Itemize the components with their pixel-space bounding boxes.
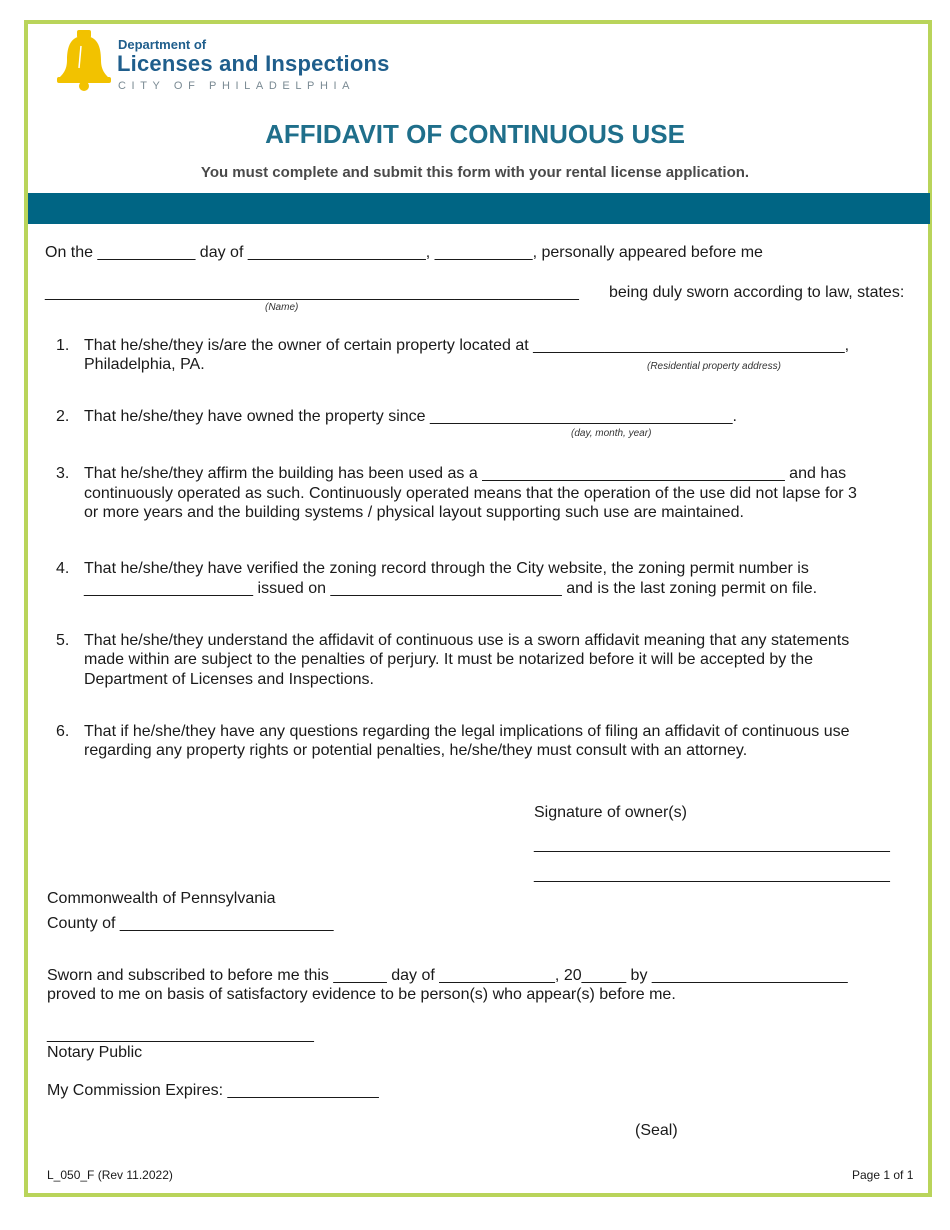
commonwealth-label: Commonwealth of Pennsylvania (47, 890, 276, 907)
signature-line-2[interactable]: ________________________________________ (534, 866, 890, 883)
page-subtitle: You must complete and submit this form with your rental license application. (200, 164, 750, 181)
form-id: L_050_F (Rev 11.2022) (47, 1168, 173, 1182)
item-5-text-2: made within are subject to the penalties of perjury. It must be notarized before it will be accepted by the (84, 651, 813, 668)
item-3-text-2: continuously operated as such. Continuously operated means that the operation of the use did not lapse for 3 (84, 485, 857, 502)
item-number: 5. (56, 632, 70, 649)
item-1-text[interactable]: That he/she/they is/are the owner of certain property located at ___________________________________, (84, 337, 850, 354)
item-5-text: That he/she/they understand the affidavit of continuous use is a sworn affidavit meaning that any statements (84, 632, 850, 649)
page-number: Page 1 of 1 (852, 1168, 914, 1182)
department-name: Licenses and Inspections (117, 51, 390, 76)
city-label: CITY OF PHILADELPHIA (118, 80, 356, 92)
department-label: Department of (118, 37, 207, 52)
notary-public-label: Notary Public (47, 1044, 143, 1061)
seal-label: (Seal) (635, 1122, 678, 1139)
item-4-text-2[interactable]: ___________________ issued on __________________________ and is the last zoning permit on file. (84, 580, 818, 597)
address-caption: (Residential property address) (647, 361, 781, 372)
intro-line-1[interactable]: On the ___________ day of ____________________, ___________, personally appeared before me (45, 244, 763, 261)
intro-line-2-tail: being duly sworn according to law, states: (609, 284, 905, 301)
item-3-text-3: or more years and the building systems / physical layout supporting such use are maintained. (84, 504, 744, 521)
name-field[interactable]: ____________________________________________________________ (45, 284, 579, 301)
item-number: 2. (56, 408, 70, 425)
county-field[interactable]: County of ________________________ (47, 915, 334, 932)
item-number: 6. (56, 723, 70, 740)
sworn-line-1[interactable]: Sworn and subscribed to before me this ______ day of _____________, 20_____ by ______________________ (47, 967, 848, 984)
signature-line-1[interactable]: ________________________________________ (534, 836, 890, 853)
page-title: AFFIDAVIT OF CONTINUOUS USE (265, 119, 685, 149)
notary-signature-line[interactable]: ______________________________ (47, 1026, 314, 1043)
liberty-bell-logo-icon (57, 28, 111, 92)
item-6-text: That if he/she/they have any questions regarding the legal implications of filing an affidavit of continuous use (84, 723, 850, 740)
item-number: 4. (56, 560, 70, 577)
item-4-text: That he/she/they have verified the zoning record through the City website, the zoning permit number is (84, 560, 809, 577)
name-caption: (Name) (265, 302, 299, 313)
item-1-text-2: Philadelphia, PA. (84, 356, 205, 373)
item-number: 3. (56, 465, 70, 482)
item-6-text-2: regarding any property rights or potential penalties, he/she/they must consult with an attorney. (84, 742, 748, 759)
item-5-text-3: Department of Licenses and Inspections. (84, 671, 374, 688)
item-2-text[interactable]: That he/she/they have owned the property since __________________________________. (84, 408, 737, 425)
item-3-text[interactable]: That he/she/they affirm the building has been used as a __________________________________ and has (84, 465, 847, 482)
item-number: 1. (56, 337, 70, 354)
commission-expires-field[interactable]: My Commission Expires: _________________ (47, 1082, 379, 1099)
signature-label: Signature of owner(s) (534, 804, 687, 821)
header-band (28, 193, 930, 224)
sworn-line-2: proved to me on basis of satisfactory evidence to be person(s) who appear(s) before me. (47, 986, 676, 1003)
date-caption: (day, month, year) (571, 428, 652, 439)
